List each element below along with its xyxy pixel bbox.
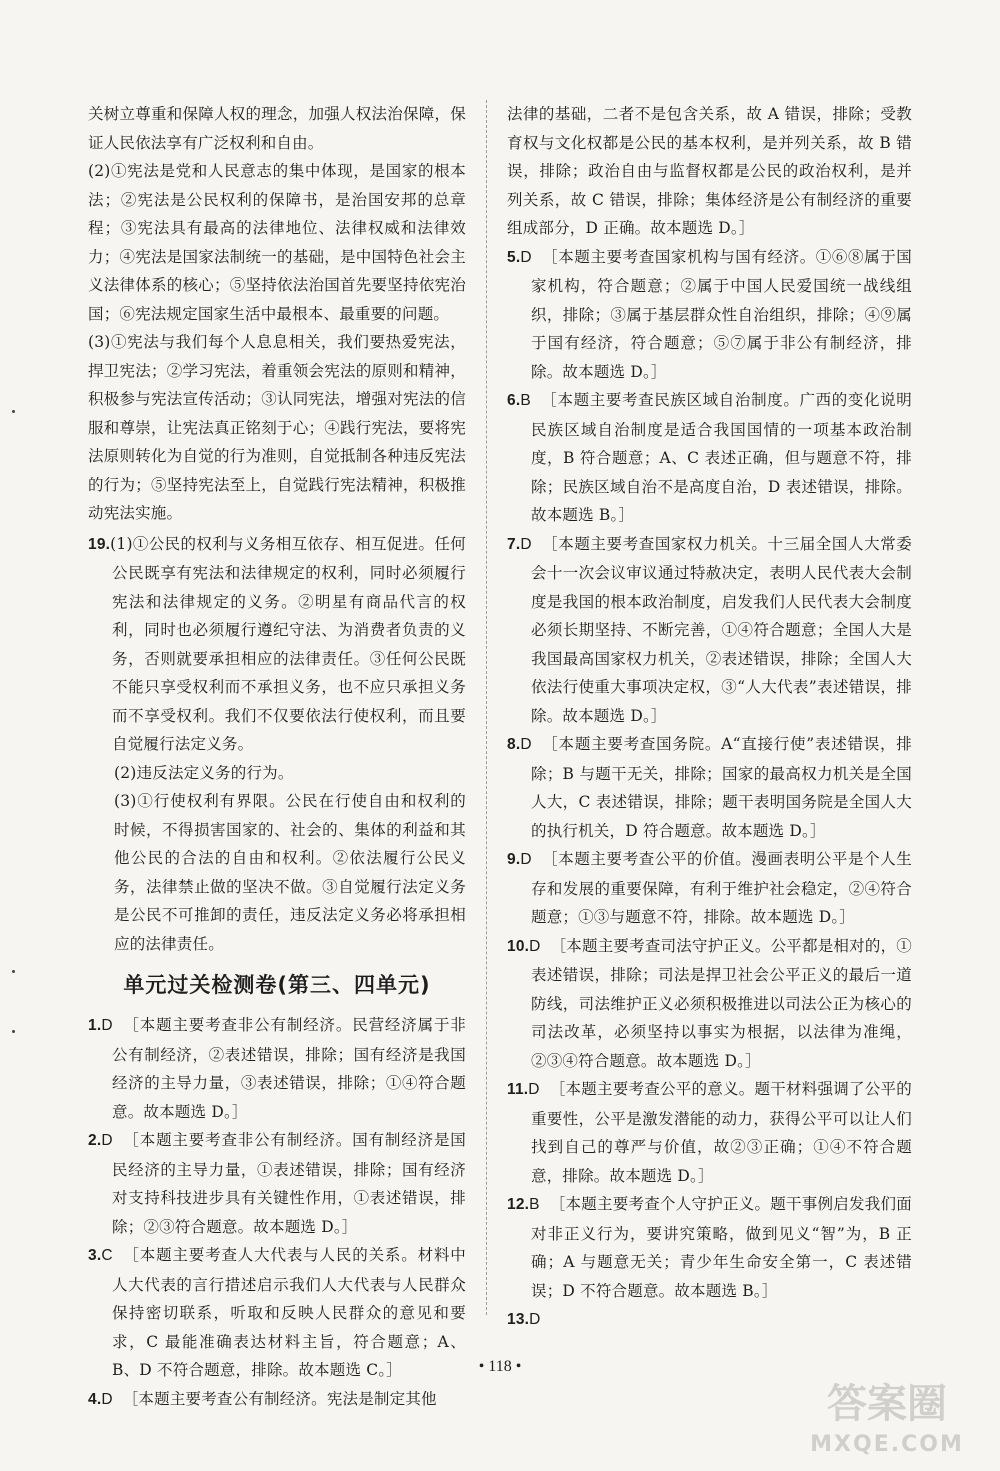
answer-number: 12. <box>507 1196 530 1213</box>
answer-letter: D <box>529 937 541 955</box>
list-item <box>507 730 912 845</box>
answer-letter: C <box>101 1247 113 1264</box>
left-column <box>88 100 466 1414</box>
answer-text: ［本题主要考查国家机构与国有经济。①⑥⑧属于国家机构，符合题意；②属于中国人民爱国统一战线组织，排除；③属于基层群众性自治组织，排除；④⑨属于国有经济，符合题意；⑤⑦属于非公有制经济，排除。故本题选 D。］ <box>531 247 912 381</box>
answer-text: ［本题主要考查个人守护正义。题干事例启发我们面对非正义行为，要讲究策略，做到见义“智”为，B 正确；A 与题意无关；青少年生命安全第一，C 表述错误；D 不符合题意。故本题选 B。］ <box>531 1195 912 1300</box>
scan-speck <box>12 410 15 413</box>
list-item <box>507 1305 912 1335</box>
answer-letter: D <box>101 1017 113 1034</box>
column-divider <box>486 100 487 1315</box>
answer-letter: D <box>520 248 532 266</box>
answer-text: ［本题主要考查公有制经济。宪法是制定其他 <box>122 1389 437 1408</box>
answer-number: 1. <box>88 1017 102 1034</box>
answer-text: ［本题主要考查非公有制经济。国有制经济是国民经济的主导力量，①表述错误，排除；国有经济对支持科技进步具有关键性作用，①表述错误，排除；②③符合题意。故本题选 D。］ <box>112 1131 466 1236</box>
list-item <box>507 1075 912 1190</box>
answer-letter: D <box>529 1311 541 1328</box>
answer-number: 13. <box>507 1311 530 1328</box>
answer-number: 5. <box>507 248 521 266</box>
answer-number: 10. <box>507 937 530 955</box>
list-item <box>507 386 912 530</box>
answer-letter: D <box>520 736 532 753</box>
q18-part2: (2)①宪法是党和人民意志的集中体现，是国家的根本法；②宪法是公民权利的保障书，是治国安邦的总章程；③宪法具有最高的法律地位、法律权威和法律效力；④宪法是国家法制统一的基础，是中国特色社会主义法律体系的核心；⑤坚持依法治国首先要坚持依宪治国；⑥宪法规定国家生活中最根本、最重要的问题。 <box>88 162 466 323</box>
answer-number: 3. <box>88 1247 102 1264</box>
answer-list-left <box>88 1011 466 1414</box>
q18-part3: (3)①宪法与我们每个人息息相关，我们要热爱宪法，捍卫宪法；②学习宪法，着重领会宪法的原则和精神，积极参与宪法宣传活动；③认同宪法，增强对宪法的信服和尊崇，让宪法真正铭刻于心；④践行宪法，要将宪法原则转化为自觉的行为准则，自觉抵制各种违反宪法的行为；⑤坚持宪法至上，自觉践行宪法精神，积极推动宪法实施。 <box>88 333 466 522</box>
watermark-logo <box>792 1367 982 1459</box>
watermark-top-text: 答案圈 <box>827 1381 947 1427</box>
answer-19-part1 <box>88 530 466 759</box>
answer-4-continued: 法律的基础，二者不是包含关系，故 A 错误，排除；受教育权与文化权都是公民的基本权利，是并列关系，故 B 错误，排除；政治自由与监督权都是公民的政治权利，是并列关系，故 C 错误，排除；集体经济是公有制经济的重要组成部分，D 正确。故本题选 D。］ <box>507 105 912 237</box>
list-item <box>507 530 912 731</box>
page-number: • 118 • <box>478 1358 522 1375</box>
answer-text: ［本题主要考查人大代表与人民的关系。材料中人大代表的言行措述启示我们人大代表与人民群众保持密切联系，听取和反映人民群众的意见和要求，C 最能准确表达材料主旨，符合题意；A、B、D 不符合题意，排除。故本题选 C。］ <box>112 1246 466 1379</box>
answer-letter: D <box>520 535 532 553</box>
list-item <box>88 1126 466 1241</box>
answer-letter: B <box>520 392 531 409</box>
answer-letter: D <box>101 1132 113 1149</box>
list-item <box>88 1011 466 1126</box>
answer-number: 11. <box>507 1081 529 1098</box>
answer-letter: B <box>529 1196 540 1213</box>
answer-text: ［本题主要考查国家权力机关。十三届全国人大常委会十一次会议审议通过特赦决定，表明人民代表大会制度是我国的根本政治制度，启发我们人民代表大会制度必须长期坚持、不断完善，①④符合题意；全国人大是我国最高国家权力机关，②表述错误，排除；全国人大依法行使重大事项决定权，③“人大代表”表述错误，排除。故本题选 D。］ <box>531 534 912 725</box>
list-item <box>507 932 912 1076</box>
right-column <box>507 100 912 1335</box>
list-item <box>88 1385 466 1415</box>
list-item <box>507 845 912 932</box>
answer-19-part3: (3)①行使权利有界限。公民在行使自由和权利的时候，不得损害国家的、社会的、集体的利益和其他公民的合法的自由和权利。②依法履行公民义务，法律禁止做的坚决不做。③自觉履行法定义务是公民不可推卸的责任，违反法定义务必将承担相应的法律责任。 <box>114 792 466 953</box>
answer-number: 6. <box>507 392 521 409</box>
list-item <box>507 1190 912 1305</box>
answer-number: 2. <box>88 1132 102 1149</box>
section-title: 单元过关检测卷(第三、四单元) <box>123 973 431 997</box>
answer-number: 4. <box>88 1390 102 1408</box>
answer-text: ［本题主要考查国务院。A“直接行使”表述错误，排除；B 与题干无关，排除；国家的最高权力机关是全国人大，C 表述错误，排除；题干表明国务院是全国人大的执行机关，D 符合题意。故本题选 D。］ <box>531 735 912 840</box>
answer-letter: D <box>101 1390 113 1408</box>
watermark-bottom-text: MXQE.COM <box>810 1432 964 1457</box>
scan-speck <box>12 970 15 973</box>
scan-speck <box>12 1030 15 1033</box>
answer-text: ［本题主要考查非公有制经济。民营经济属于非公有制经济，②表述错误，排除；国有经济是我国经济的主导力量，③表述错误，排除；①④符合题意。故本题选 D。］ <box>112 1016 466 1121</box>
answer-number: 19. <box>88 535 111 553</box>
answer-number: 8. <box>507 736 521 753</box>
answer-text: (1)①公民的权利与义务相互依存、相互促进。任何公民既享有宪法和法律规定的权利，同时必须履行宪法和法律规定的义务。②明星有商品代言的权利，同时也必须履行遵纪守法、为消费者负责的义务，否则就要承担相应的法律责任。③任何公民既不能只享受权利而不承担义务，也不应只承担义务而不享受权利。我们不仅要依法行使权利，而且要自觉履行法定义务。 <box>110 534 466 753</box>
answer-text: ［本题主要考查司法守护正义。公平都是相对的，①表述错误，排除；司法是捍卫社会公平正义的最后一道防线，司法维护正义必须积极推进以司法公正为核心的司法改革，必须坚持以事实为根据，以法律为准绳，②③④符合题意。故本题选 D。］ <box>531 936 912 1070</box>
answer-text: ［本题主要考查民族区域自治制度。广西的变化说明民族区域自治制度是适合我国国情的一项基本政治制度，B 符合题意；A、C 表述正确，但与题意不符，排除；民族区域自治不是高度自治，D 表述错误，排除。故本题选 B。］ <box>531 391 912 524</box>
answer-text: ［本题主要考查公平的意义。题干材料强调了公平的重要性，公平是激发潜能的动力，获得公平可以让人们找到自己的尊严与价值，故②③正确；①④不符合题意，排除。故本题选 D。］ <box>531 1080 912 1185</box>
answer-number: 9. <box>507 851 521 868</box>
answer-letter: D <box>528 1081 540 1098</box>
list-item <box>507 243 912 387</box>
answer-text: ［本题主要考查公平的价值。漫画表明公平是个人生存和发展的重要保障，有利于维护社会稳定，②④符合题意；①③与题意不符，排除。故本题选 D。］ <box>531 850 912 926</box>
answer-list-right <box>507 243 912 1335</box>
answer-number: 7. <box>507 535 521 553</box>
intro-text: 关树立尊重和保障人权的理念，加强人权法治保障，保证人民依法享有广泛权利和自由。 <box>88 105 466 152</box>
answer-19-part2: (2)违反法定义务的行为。 <box>114 763 294 782</box>
answer-letter: D <box>520 851 532 868</box>
